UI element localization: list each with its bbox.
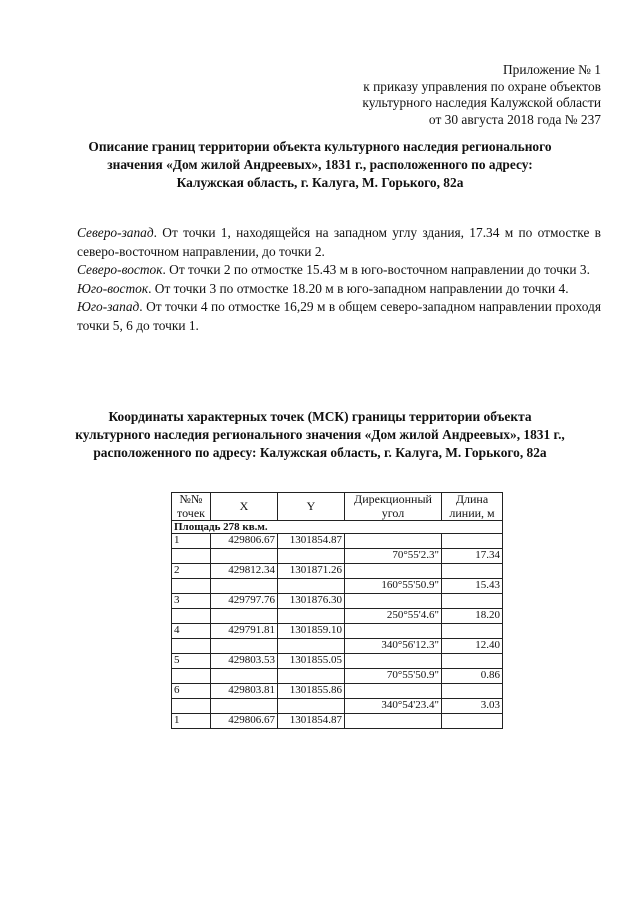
- point-number-cell: 4: [172, 624, 211, 639]
- length-cell: [442, 624, 503, 639]
- title-line: культурного наследия регионального значения «Дом жилой Андреевых», 1831 г.,: [75, 427, 565, 442]
- table-row: [172, 699, 503, 714]
- direction-label: Северо-восток: [77, 262, 163, 278]
- angle-cell: 70°55'50.9": [345, 669, 442, 684]
- description-text: . От точки 1, находящейся на западном углу здания, 17.34 м по отмостке в северо-восточном направлении, до точки 2.: [77, 225, 601, 259]
- y-cell: 1301859.10: [278, 624, 345, 639]
- angle-cell: [345, 624, 442, 639]
- description-paragraph: [77, 280, 601, 299]
- direction-label: Юго-восток: [77, 280, 149, 296]
- table-row: [172, 549, 503, 564]
- length-cell: 17.34: [442, 549, 503, 564]
- x-cell: 429797.76: [211, 594, 278, 609]
- angle-cell: [345, 714, 442, 729]
- point-number-cell: [172, 609, 211, 624]
- length-cell: [442, 714, 503, 729]
- length-cell: [442, 594, 503, 609]
- length-cell: [442, 654, 503, 669]
- title-line: расположенного по адресу: Калужская область, г. Калуга, М. Горького, 82а: [93, 445, 547, 460]
- angle-cell: 340°56'12.3": [345, 639, 442, 654]
- x-cell: [211, 639, 278, 654]
- header-point-number: №№ точек: [172, 493, 211, 521]
- header-x: X: [211, 493, 278, 521]
- angle-cell: [345, 684, 442, 699]
- table-row: [172, 564, 503, 579]
- point-number-cell: [172, 579, 211, 594]
- description-paragraph: [77, 261, 601, 280]
- length-cell: 3.03: [442, 699, 503, 714]
- appendix-header: [362, 62, 601, 128]
- angle-cell: [345, 564, 442, 579]
- description-text: . От точки 3 по отмостке 18.20 м в юго-западном направлении до точки 4.: [148, 280, 569, 296]
- y-cell: [278, 549, 345, 564]
- x-cell: [211, 609, 278, 624]
- y-cell: [278, 699, 345, 714]
- y-cell: 1301855.86: [278, 684, 345, 699]
- angle-cell: 160°55'50.9": [345, 579, 442, 594]
- x-cell: 429791.81: [211, 624, 278, 639]
- coordinates-title: [40, 408, 600, 462]
- point-number-cell: 6: [172, 684, 211, 699]
- appendix-line: культурного наследия Калужской области: [362, 95, 601, 110]
- appendix-line: Приложение № 1: [502, 62, 601, 77]
- direction-label: Юго-запад: [77, 299, 140, 315]
- angle-cell: [345, 594, 442, 609]
- table-row: [172, 534, 503, 549]
- y-cell: 1301855.05: [278, 654, 345, 669]
- x-cell: [211, 699, 278, 714]
- angle-cell: 70°55'2.3": [345, 549, 442, 564]
- length-cell: 0.86: [442, 669, 503, 684]
- coordinates-table: [171, 492, 503, 729]
- length-cell: 12.40: [442, 639, 503, 654]
- point-number-cell: [172, 699, 211, 714]
- point-number-cell: 1: [172, 534, 211, 549]
- title-line: Калужская область, г. Калуга, М. Горького, 82а: [176, 175, 464, 190]
- y-cell: [278, 579, 345, 594]
- description-text: . От точки 2 по отмостке 15.43 м в юго-восточном направлении до точки 3.: [162, 262, 590, 278]
- y-cell: 1301871.26: [278, 564, 345, 579]
- title-line: Описание границ территории объекта культурного наследия регионального: [88, 139, 552, 154]
- angle-cell: [345, 534, 442, 549]
- x-cell: 429803.81: [211, 684, 278, 699]
- table-row: [172, 714, 503, 729]
- y-cell: [278, 609, 345, 624]
- point-number-cell: 3: [172, 594, 211, 609]
- y-cell: 1301854.87: [278, 534, 345, 549]
- description-paragraph: [77, 298, 601, 335]
- x-cell: 429806.67: [211, 714, 278, 729]
- length-cell: [442, 564, 503, 579]
- point-number-cell: [172, 639, 211, 654]
- point-number-cell: 2: [172, 564, 211, 579]
- x-cell: [211, 579, 278, 594]
- point-number-cell: [172, 549, 211, 564]
- length-cell: 15.43: [442, 579, 503, 594]
- table-row: [172, 654, 503, 669]
- angle-cell: 250°55'4.6": [345, 609, 442, 624]
- description-text: . От точки 4 по отмостке 16,29 м в общем северо-западном направлении проходя точки 5, 6 до точки 1.: [77, 299, 601, 333]
- title-line: значения «Дом жилой Андреевых», 1831 г., расположенного по адресу:: [107, 157, 533, 172]
- y-cell: 1301854.87: [278, 714, 345, 729]
- table-row: [172, 669, 503, 684]
- header-y: Y: [278, 493, 345, 521]
- x-cell: 429806.67: [211, 534, 278, 549]
- header-angle: Дирекционный угол: [345, 493, 442, 521]
- y-cell: 1301876.30: [278, 594, 345, 609]
- point-number-cell: 1: [172, 714, 211, 729]
- angle-cell: 340°54'23.4": [345, 699, 442, 714]
- length-cell: [442, 534, 503, 549]
- direction-label: Северо-запад: [77, 225, 154, 240]
- angle-cell: [345, 654, 442, 669]
- y-cell: [278, 639, 345, 654]
- x-cell: [211, 549, 278, 564]
- table-header-row: [172, 493, 503, 521]
- table-row: [172, 684, 503, 699]
- point-number-cell: [172, 669, 211, 684]
- appendix-line: от 30 августа 2018 года № 237: [428, 111, 601, 127]
- point-number-cell: 5: [172, 654, 211, 669]
- area-row: [172, 521, 503, 534]
- y-cell: [278, 669, 345, 684]
- x-cell: 429812.34: [211, 564, 278, 579]
- x-cell: [211, 669, 278, 684]
- header-length: Длина линии, м: [442, 493, 503, 521]
- table-row: [172, 579, 503, 594]
- area-cell: Площадь 278 кв.м.: [172, 521, 503, 534]
- description-title: [40, 138, 600, 192]
- x-cell: 429803.53: [211, 654, 278, 669]
- length-cell: [442, 684, 503, 699]
- description-paragraph: [77, 224, 601, 261]
- title-line: Координаты характерных точек (МСК) границы территории объекта: [108, 409, 532, 424]
- table-row: [172, 624, 503, 639]
- boundary-description: [77, 224, 601, 336]
- table-row: [172, 609, 503, 624]
- length-cell: 18.20: [442, 609, 503, 624]
- table-row: [172, 594, 503, 609]
- table-row: [172, 639, 503, 654]
- appendix-line: к приказу управления по охране объектов: [363, 78, 601, 94]
